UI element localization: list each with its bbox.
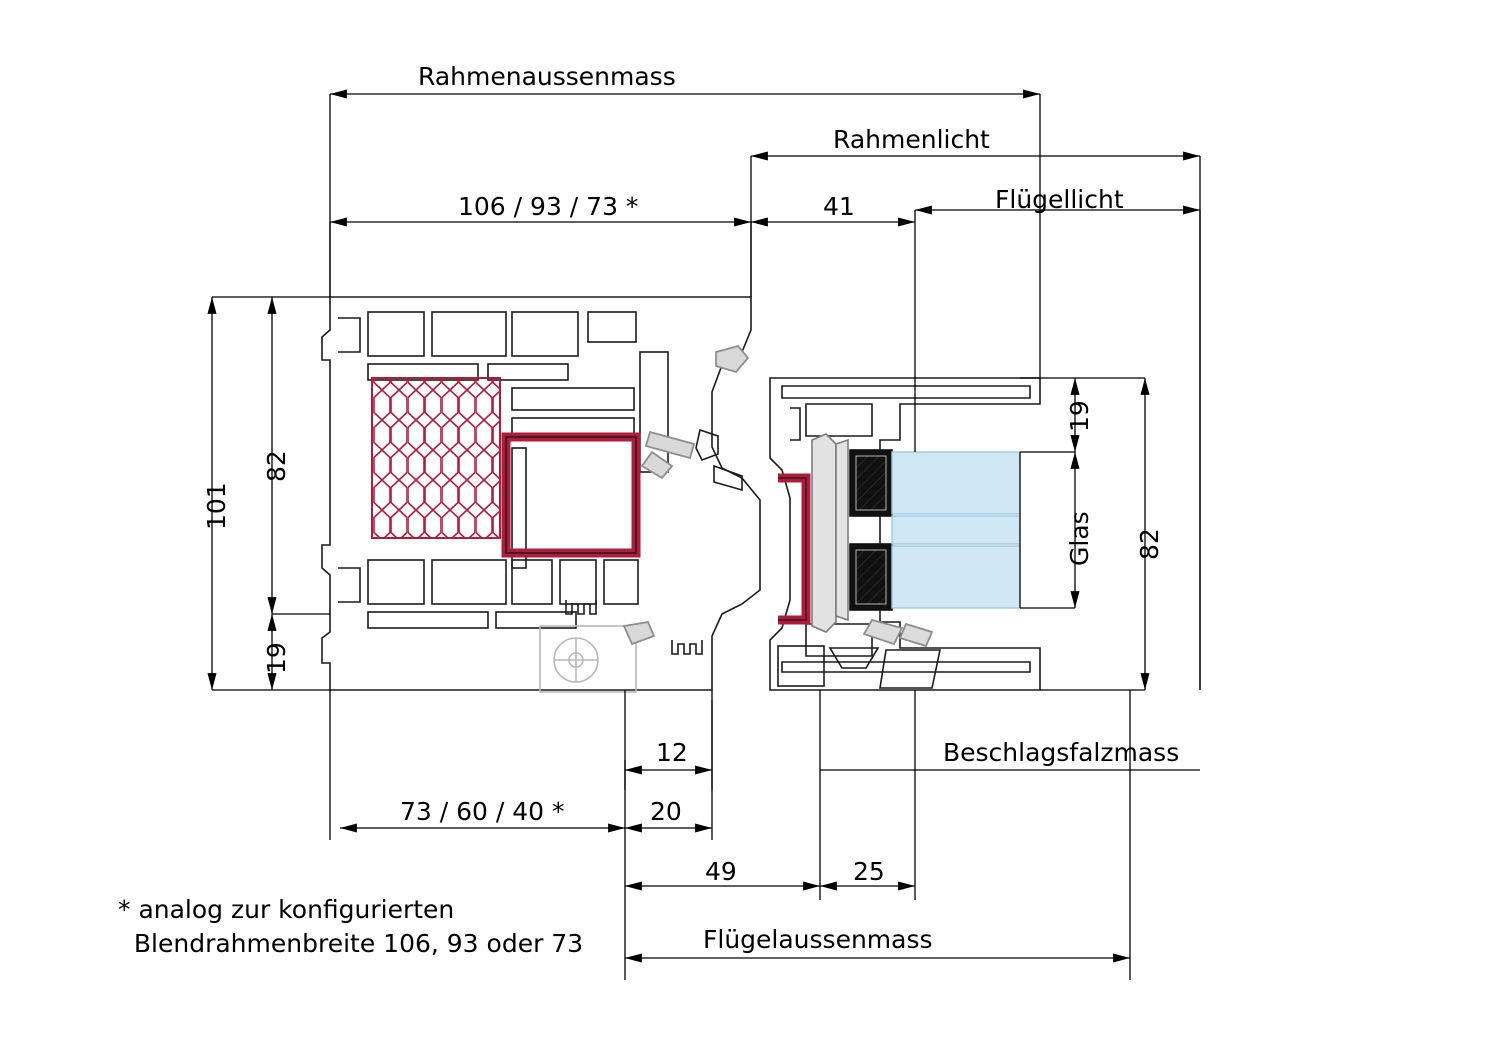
dim-25: 25 xyxy=(853,857,885,886)
dim-frame-height-101: 101 xyxy=(202,482,231,530)
label-glas: Glas xyxy=(1065,511,1094,566)
dim-sill-width-options: 73 / 60 / 40 * xyxy=(400,797,565,826)
label-beschlagsfalzmass: Beschlagsfalzmass xyxy=(943,738,1180,767)
dim-frame-height-82: 82 xyxy=(262,450,291,482)
dim-20: 20 xyxy=(650,797,682,826)
dim-glass-top-19: 19 xyxy=(1065,400,1094,432)
label-rahmenaussenmass: Rahmenaussenmass xyxy=(418,62,676,91)
dim-sash-82: 82 xyxy=(1135,528,1164,560)
label-fluegellicht: Flügellicht xyxy=(995,185,1124,214)
label-rahmenlicht: Rahmenlicht xyxy=(833,125,990,154)
dim-overlap-41: 41 xyxy=(823,192,855,221)
footnote-line-1: * analog zur konfigurierten xyxy=(118,895,455,924)
footnote-line-2: Blendrahmenbreite 106, 93 oder 73 xyxy=(118,929,584,958)
dim-49: 49 xyxy=(705,857,737,886)
dim-frame-height-19: 19 xyxy=(262,642,291,674)
label-fluegelaussenmass: Flügelaussenmass xyxy=(703,925,933,954)
dim-frame-width-options: 106 / 93 / 73 * xyxy=(458,192,639,221)
dim-gap-12: 12 xyxy=(656,738,688,767)
